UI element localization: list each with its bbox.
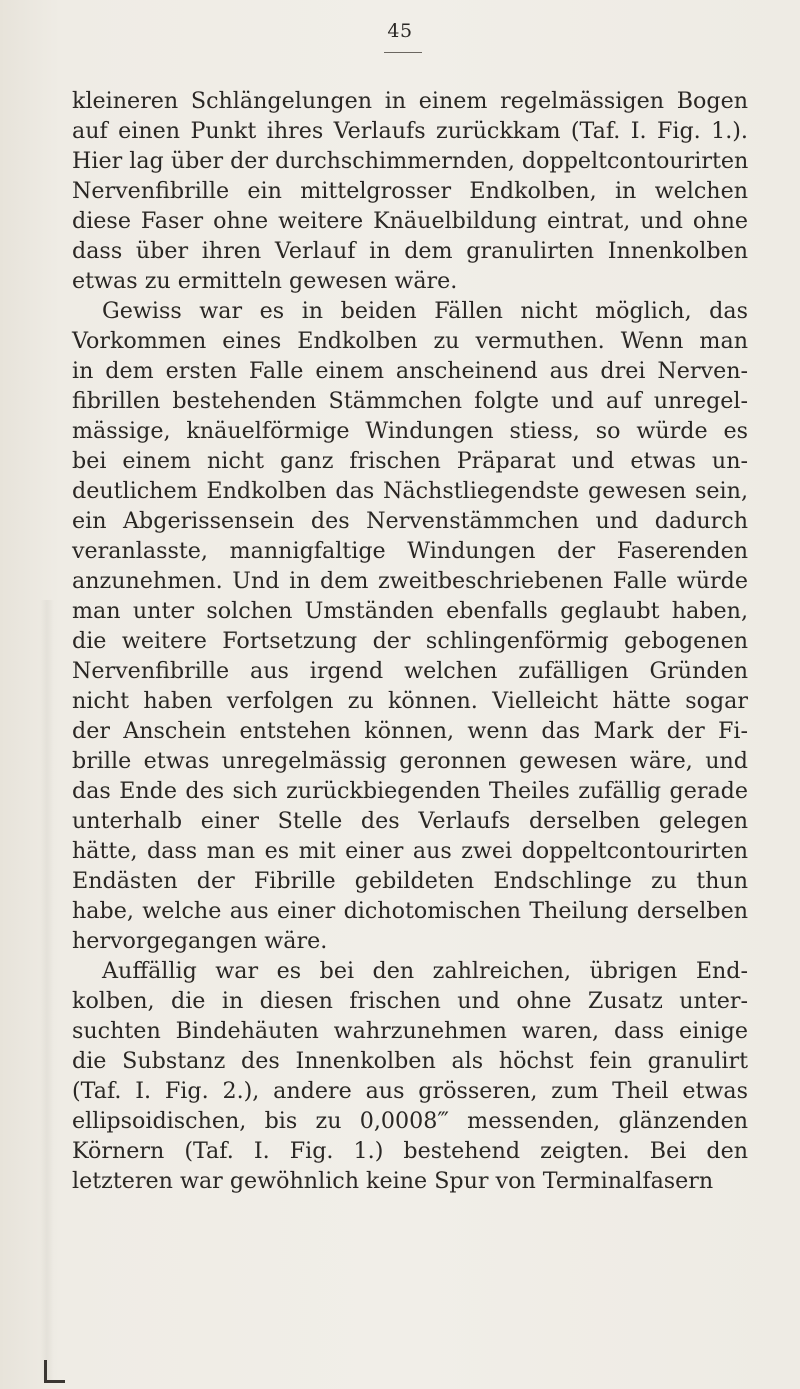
text-line: der Anschein entstehen können, wenn das Mark der Fi-: [72, 718, 748, 744]
text-line: anzunehmen. Und in dem zweitbeschriebenen Falle würde: [72, 568, 748, 594]
body-text: [72, 86, 748, 1196]
text-line: brille etwas unregelmässig geronnen gewesen wäre, und: [72, 748, 748, 774]
text-line: diese Faser ohne weitere Knäuelbildung eintrat, und ohne: [72, 208, 748, 234]
page-number: 45: [387, 20, 413, 42]
paragraph-start: Auffällig war es bei den zahlreichen, übrigen End-: [102, 958, 748, 984]
text-line: die Substanz des Innenkolben als höchst fein granulirt: [72, 1048, 748, 1074]
text-line: man unter solchen Umständen ebenfalls geglaubt haben,: [72, 598, 748, 624]
text-line: kolben, die in diesen frischen und ohne Zusatz unter-: [72, 988, 748, 1014]
text-line: in dem ersten Falle einem anscheinend aus drei Nerven-: [72, 358, 748, 384]
text-line: Hier lag über der durchschimmernden, doppeltcontourirten: [72, 148, 749, 174]
text-line: deutlichem Endkolben das Nächstliegendste gewesen sein,: [72, 478, 748, 504]
text-line: habe, welche aus einer dichotomischen Theilung derselben: [72, 898, 748, 924]
text-line: dass über ihren Verlauf in dem granulirten Innenkolben: [72, 238, 748, 264]
text-line: hätte, dass man es mit einer aus zwei doppeltcontourirten: [72, 838, 748, 864]
page-number-rule: [384, 52, 422, 53]
text-line: auf einen Punkt ihres Verlaufs zurückkam (Taf. I. Fig. 1.).: [72, 118, 748, 144]
text-line: etwas zu ermitteln gewesen wäre.: [72, 268, 458, 294]
text-line: ein Abgerissensein des Nervenstämmchen und dadurch: [72, 508, 748, 534]
text-line: nicht haben verfolgen zu können. Vielleicht hätte sogar: [72, 688, 748, 714]
text-line: ellipsoidischen, bis zu 0,0008‴ messenden, glänzenden: [72, 1108, 748, 1134]
text-line: Nervenfibrille aus irgend welchen zufälligen Gründen: [72, 658, 748, 684]
text-line: mässige, knäuelförmige Windungen stiess, so würde es: [72, 418, 748, 444]
text-line: veranlasste, mannigfaltige Windungen der Faserenden: [72, 538, 748, 564]
text-line: unterhalb einer Stelle des Verlaufs derselben gelegen: [72, 808, 748, 834]
text-line: das Ende des sich zurückbiegenden Theiles zufällig gerade: [72, 778, 748, 804]
text-line: fibrillen bestehenden Stämmchen folgte und auf unregel-: [72, 388, 748, 414]
text-line: bei einem nicht ganz frischen Präparat und etwas un-: [72, 448, 748, 474]
text-line: suchten Bindehäuten wahrzunehmen waren, dass einige: [72, 1018, 748, 1044]
text-line: hervorgegangen wäre.: [72, 928, 328, 954]
text-line: Vorkommen eines Endkolben zu vermuthen. Wenn man: [72, 328, 748, 354]
text-line: Endästen der Fibrille gebildeten Endschlinge zu thun: [72, 868, 748, 894]
binding-shadow: [40, 600, 54, 1380]
corner-crop-mark: [44, 1360, 65, 1383]
text-line: (Taf. I. Fig. 2.), andere aus grösseren, zum Theil etwas: [72, 1078, 748, 1104]
text-line: letzteren war gewöhnlich keine Spur von Terminalfasern: [72, 1168, 714, 1194]
text-line: Körnern (Taf. I. Fig. 1.) bestehend zeigten. Bei den: [72, 1138, 748, 1164]
text-line: Nervenfibrille ein mittelgrosser Endkolben, in welchen: [72, 178, 748, 204]
paragraph-start: Gewiss war es in beiden Fällen nicht möglich, das: [102, 298, 748, 324]
text-line: kleineren Schlängelungen in einem regelmässigen Bogen: [72, 88, 748, 114]
text-line: die weitere Fortsetzung der schlingenförmig gebogenen: [72, 628, 748, 654]
